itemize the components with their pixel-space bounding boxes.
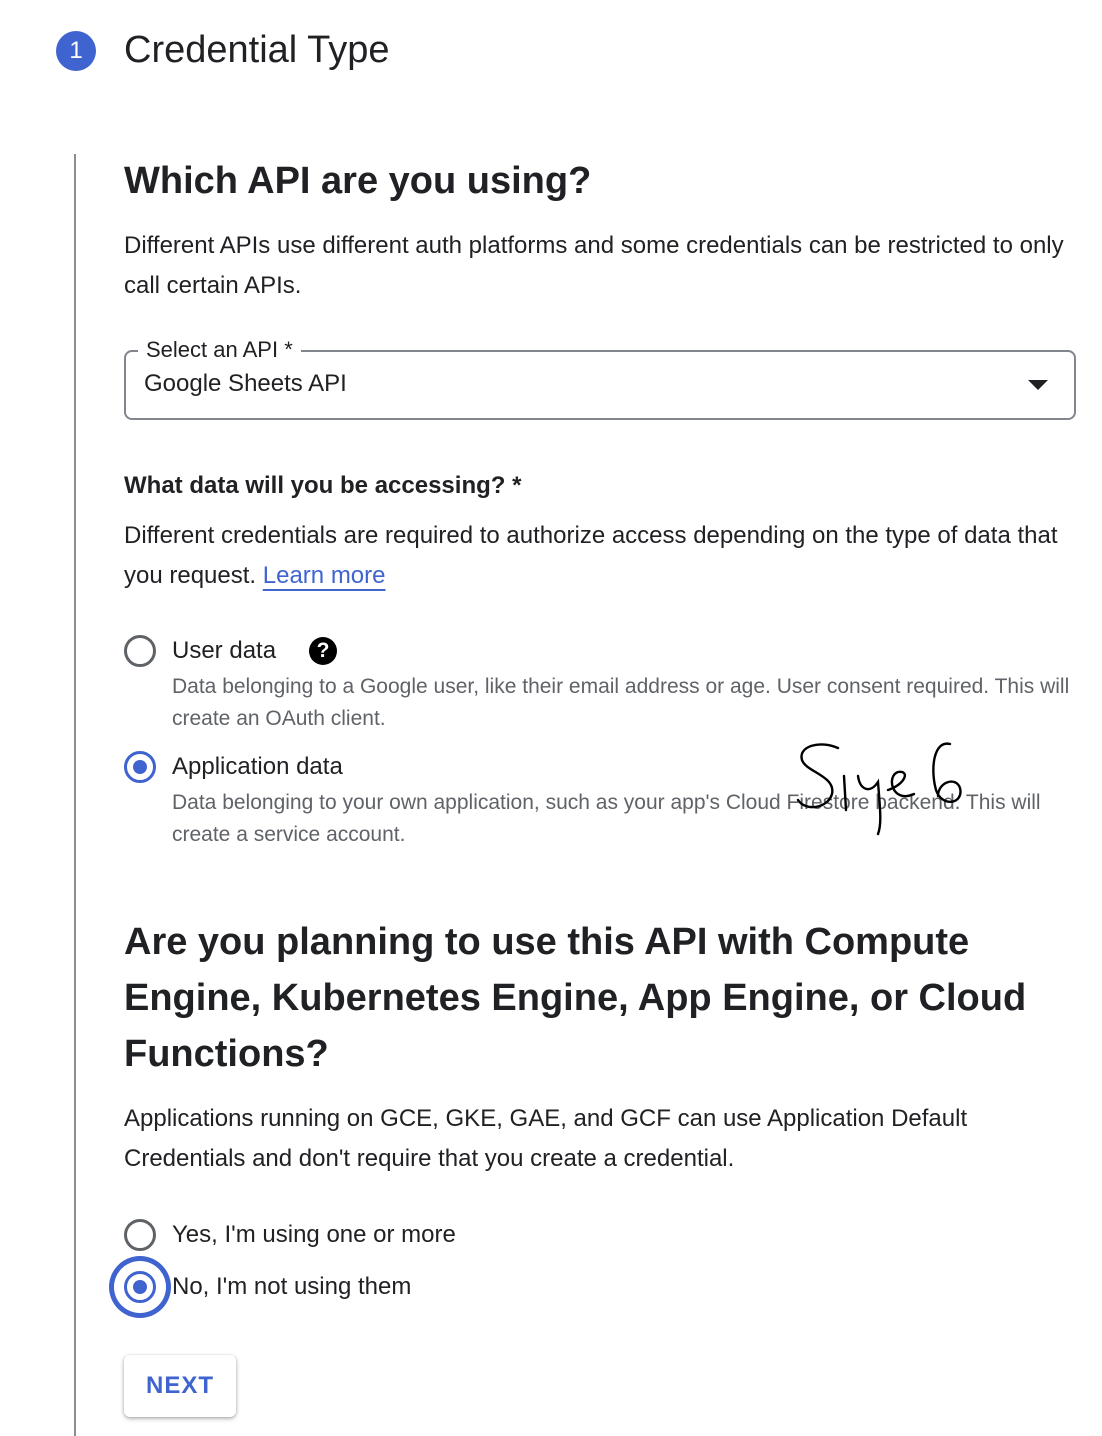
data-access-question: What data will you be accessing? * (124, 472, 522, 499)
no-not-using-label[interactable]: No, I'm not using them (172, 1273, 412, 1300)
user-data-label[interactable]: User data (172, 637, 277, 664)
api-section-description: Different APIs use different auth platforms and some credentials can be restricted to only call certain APIs. (124, 232, 1064, 299)
yes-using-label[interactable]: Yes, I'm using one or more (172, 1221, 456, 1248)
compute-section-heading: Are you planning to use this API with Compute Engine, Kubernetes Engine, App Engine, or Cloud Functions? (124, 921, 1027, 1075)
user-data-description: Data belonging to a Google user, like their email address or age. User consent required. This will create an OAuth client. (172, 675, 1070, 730)
step-title: Credential Type (124, 29, 390, 71)
user-data-radio[interactable] (124, 635, 156, 667)
api-section-heading: Which API are you using? (124, 160, 592, 202)
compute-section-description: Applications running on GCE, GKE, GAE, and GCF can use Application Default Credentials and don't require that you create a credential. (124, 1105, 968, 1172)
api-select-label: Select an API * (138, 336, 301, 364)
help-circle-icon[interactable]: ? (309, 637, 337, 665)
step-connector-line (74, 154, 76, 1436)
no-not-using-radio[interactable] (124, 1271, 156, 1303)
learn-more-link[interactable]: Learn more (262, 562, 386, 589)
application-data-label[interactable]: Application data (172, 753, 343, 780)
step-number-badge: 1 (56, 31, 96, 71)
next-button[interactable]: NEXT (124, 1355, 236, 1417)
dropdown-arrow-icon[interactable] (1028, 380, 1048, 390)
data-access-description (124, 516, 1084, 596)
data-access-description-text: Different credentials are required to authorize access depending on the type of data that you request. (124, 522, 1058, 589)
application-data-description: Data belonging to your own application, such as your app's Cloud Firestore backend. This will create a service account. (172, 791, 1041, 846)
api-select[interactable] (124, 337, 1076, 420)
yes-using-radio[interactable] (124, 1219, 156, 1251)
application-data-radio[interactable] (124, 751, 156, 783)
api-select-value: Google Sheets API (144, 370, 347, 397)
